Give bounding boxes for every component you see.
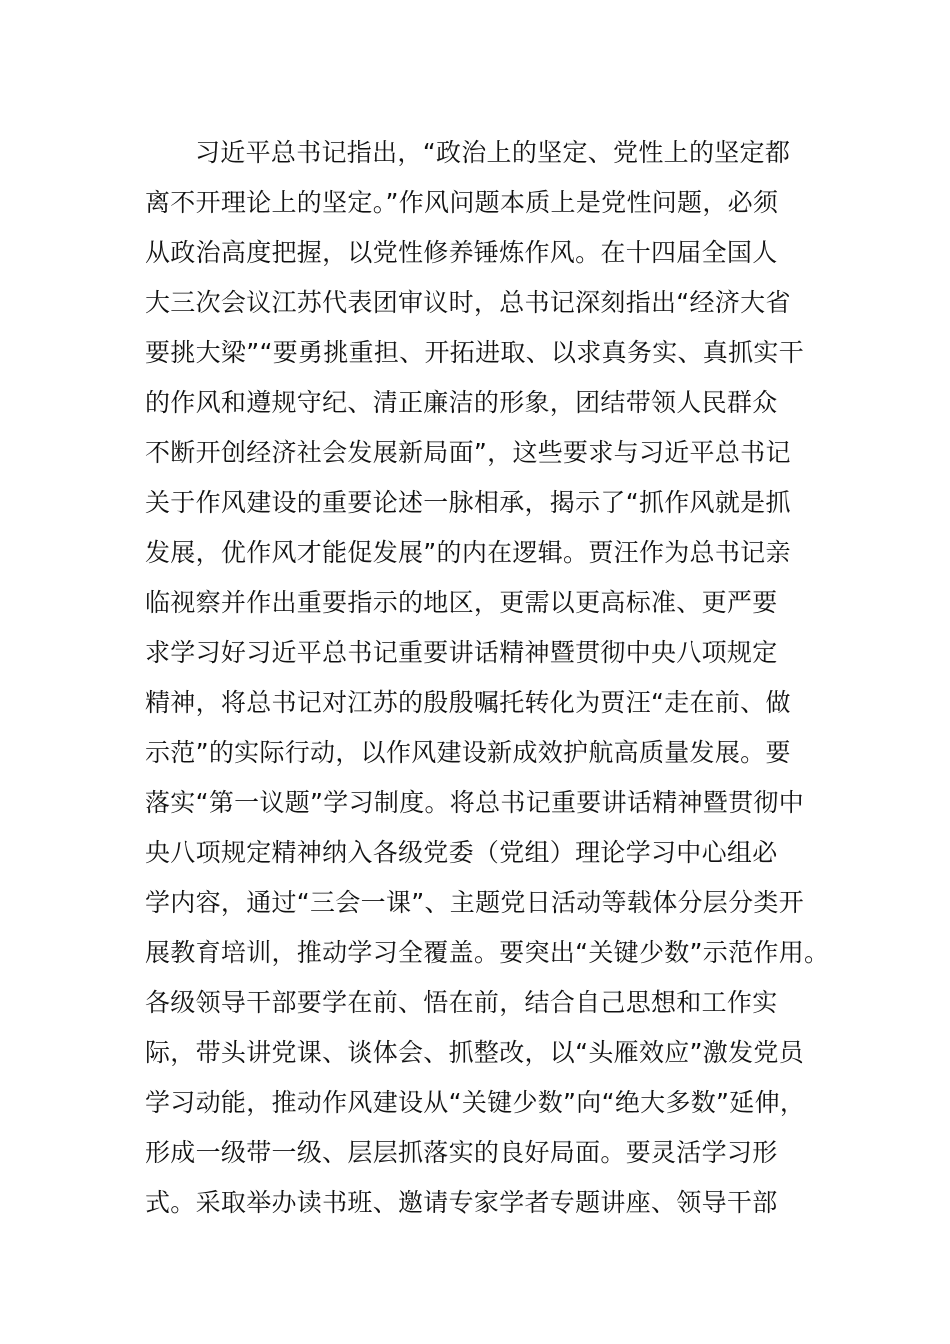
paragraph-line-4: 大三次会议江苏代表团审议时，总书记深刻指出“经济大省: [145, 288, 791, 317]
paragraph-line-7: 不断开创经济社会发展新局面”，这些要求与习近平总书记: [145, 438, 791, 467]
paragraph-line-21: 形成一级带一级、层层抓落实的良好局面。要灵活学习形: [145, 1138, 778, 1167]
paragraph-line-18: 各级领导干部要学在前、悟在前，结合自己思想和工作实: [145, 988, 778, 1017]
paragraph-line-11: 求学习好习近平总书记重要讲话精神暨贯彻中央八项规定: [145, 638, 778, 667]
paragraph-line-15: 央八项规定精神纳入各级党委（党组）理论学习中心组必: [145, 838, 778, 867]
paragraph-line-3: 从政治高度把握，以党性修养锤炼作风。在十四届全国人: [145, 238, 778, 267]
paragraph-line-8: 关于作风建设的重要论述一脉相承，揭示了“抓作风就是抓: [145, 488, 791, 517]
paragraph-line-5: 要挑大梁”“要勇挑重担、开拓进取、以求真务实、真抓实干: [145, 338, 805, 367]
paragraph-line-17: 展教育培训，推动学习全覆盖。要突出“关键少数”示范作用。: [145, 938, 830, 967]
paragraph-line-12: 精神，将总书记对江苏的殷殷嘱托转化为贾汪“走在前、做: [145, 688, 791, 717]
paragraph-line-1: 习近平总书记指出，“政治上的坚定、党性上的坚定都: [195, 138, 791, 167]
paragraph-line-19: 际，带头讲党课、谈体会、抓整改，以“头雁效应”激发党员: [145, 1038, 805, 1067]
paragraph-line-2: 离不开理论上的坚定。”作风问题本质上是党性问题，必须: [145, 188, 779, 217]
paragraph-line-6: 的作风和遵规守纪、清正廉洁的形象，团结带领人民群众: [145, 388, 778, 417]
paragraph-line-13: 示范”的实际行动，以作风建设新成效护航高质量发展。要: [145, 738, 791, 767]
body-paragraph: [145, 128, 830, 1228]
paragraph-line-22: 式。采取举办读书班、邀请专家学者专题讲座、领导干部: [145, 1188, 778, 1217]
paragraph-line-20: 学习动能，推动作风建设从“关键少数”向“绝大多数”延伸，: [145, 1088, 806, 1117]
paragraph-line-10: 临视察并作出重要指示的地区，更需以更高标准、更严要: [145, 588, 778, 617]
paragraph-line-9: 发展，优作风才能促发展”的内在逻辑。贾汪作为总书记亲: [145, 538, 791, 567]
paragraph-line-14: 落实“第一议题”学习制度。将总书记重要讲话精神暨贯彻中: [145, 788, 805, 817]
paragraph-line-16: 学内容，通过“三会一课”、主题党日活动等载体分层分类开: [145, 888, 805, 917]
